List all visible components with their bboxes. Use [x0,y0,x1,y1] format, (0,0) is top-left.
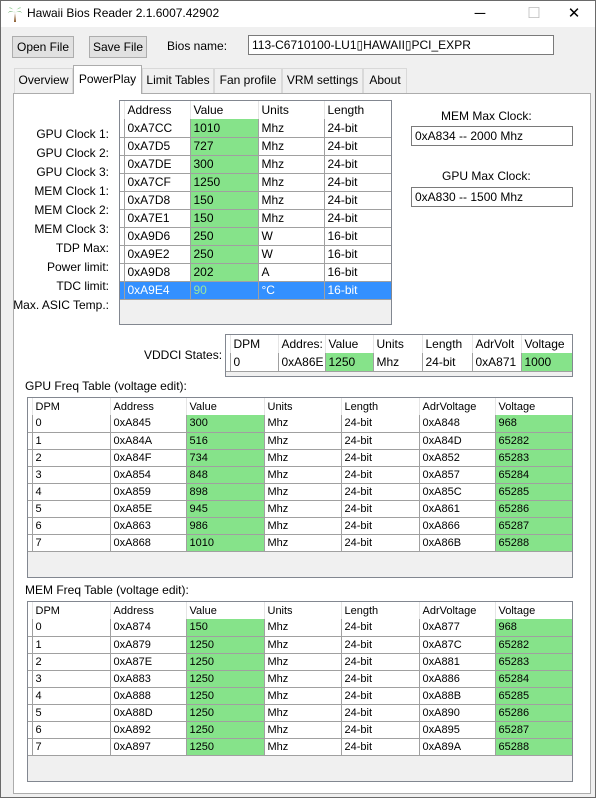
table-cell[interactable]: 0xA845 [110,415,186,432]
title-bar[interactable] [1,1,595,27]
vddci-states-label: VDDCI States: [144,348,223,362]
table-cell[interactable]: 4 [32,687,110,704]
table-cell[interactable]: Mhz [264,619,341,636]
cell-address[interactable]: 0xA7E1 [124,209,190,227]
table-cell[interactable]: 0xA87C [419,636,495,653]
table-cell[interactable]: 1 [32,636,110,653]
table-cell[interactable]: 24-bit [341,517,419,534]
table-cell[interactable]: Mhz [264,415,341,432]
table-cell[interactable]: 0xA881 [419,653,495,670]
table-cell[interactable]: 5 [32,500,110,517]
table-cell[interactable]: Mhz [264,653,341,670]
column-header[interactable]: Voltage [495,602,573,619]
table-cell[interactable]: 24-bit [341,636,419,653]
cell-length[interactable]: 16-bit [324,263,392,281]
table-cell[interactable]: 65288 [495,534,573,551]
table-cell[interactable]: 1010 [186,534,264,551]
column-header[interactable]: Value [186,602,264,619]
table-cell[interactable]: 7 [32,534,110,551]
gpu-max-clock-field[interactable]: 0xA830 -- 1500 Mhz [411,187,573,207]
table-cell[interactable]: 0xA848 [419,415,495,432]
table-cell[interactable]: Mhz [264,449,341,466]
table-cell[interactable]: 0xA888 [110,687,186,704]
vddci-cell[interactable]: 0xA86E [278,353,325,371]
table-row[interactable] [28,721,573,738]
cell-value[interactable]: 150 [190,209,258,227]
cell-value[interactable]: 250 [190,245,258,263]
table-cell[interactable]: 24-bit [341,619,419,636]
save-file-button[interactable]: Save File [89,36,147,58]
cell-length[interactable]: 16-bit [324,227,392,245]
table-cell[interactable]: 7 [32,738,110,755]
table-cell[interactable]: 65287 [495,517,573,534]
minimize-button[interactable]: ─ [474,5,486,22]
table-cell[interactable]: 24-bit [341,432,419,449]
open-file-button[interactable]: Open File [12,36,74,58]
cell-length[interactable]: 24-bit [324,209,392,227]
table-cell[interactable]: Mhz [264,517,341,534]
column-header[interactable]: Value [325,335,373,353]
gpu-max-clock-label: GPU Max Clock: [442,169,531,183]
cell-units[interactable]: A [258,263,324,281]
vddci-cell[interactable]: 1000 [521,353,573,371]
table-cell[interactable]: 2 [32,449,110,466]
table-row[interactable] [28,449,573,466]
table-cell[interactable]: Mhz [264,432,341,449]
table-cell[interactable]: 986 [186,517,264,534]
table-cell[interactable]: 0xA883 [110,670,186,687]
table-cell[interactable]: 0xA877 [419,619,495,636]
table-cell[interactable]: Mhz [264,721,341,738]
powerplay-row[interactable] [120,119,392,137]
table-cell[interactable]: 0xA890 [419,704,495,721]
table-cell[interactable]: 300 [186,415,264,432]
column-header[interactable]: AdrVoltage [419,602,495,619]
table-cell[interactable]: 65283 [495,449,573,466]
table-cell[interactable]: 0xA85C [419,483,495,500]
table-cell[interactable]: 65282 [495,636,573,653]
powerplay-row[interactable] [120,245,392,263]
vddci-cell[interactable]: 0xA871 [472,353,521,371]
cell-value[interactable]: 1010 [190,119,258,137]
powerplay-row[interactable] [120,191,392,209]
table-cell[interactable]: 0 [32,619,110,636]
table-row[interactable] [28,466,573,483]
table-cell[interactable]: 65283 [495,653,573,670]
table-cell[interactable]: 0xA852 [419,449,495,466]
cell-length[interactable]: 24-bit [324,173,392,191]
vddci-cell[interactable]: 0 [230,353,278,371]
cell-address[interactable]: 0xA9E4 [124,281,190,299]
cell-value[interactable]: 727 [190,137,258,155]
table-cell[interactable]: 734 [186,449,264,466]
powerplay-row-label: MEM Clock 2: [34,203,109,217]
mem-freq-grid[interactable] [27,601,573,782]
column-header[interactable]: DPM [32,398,110,415]
table-cell[interactable]: 4 [32,483,110,500]
cell-length[interactable]: 24-bit [324,137,392,155]
table-cell[interactable]: 24-bit [341,449,419,466]
cell-value[interactable]: 1250 [190,173,258,191]
table-row[interactable] [28,534,573,551]
powerplay-row[interactable] [120,263,392,281]
table-cell[interactable]: 24-bit [341,704,419,721]
table-row[interactable] [28,704,573,721]
tab-limit-tables[interactable]: Limit Tables [142,68,214,93]
table-cell[interactable]: 65285 [495,483,573,500]
column-header[interactable]: Units [264,398,341,415]
column-header[interactable]: Units [373,335,422,353]
table-cell[interactable]: 65284 [495,466,573,483]
cell-units[interactable]: Mhz [258,173,324,191]
table-cell[interactable]: 65286 [495,500,573,517]
cell-address[interactable]: 0xA7DE [124,155,190,173]
table-cell[interactable]: Mhz [264,704,341,721]
cell-units[interactable]: Mhz [258,119,324,137]
cell-address[interactable]: 0xA7CC [124,119,190,137]
table-cell[interactable]: 65287 [495,721,573,738]
table-cell[interactable]: 1250 [186,704,264,721]
cell-address[interactable]: 0xA9D8 [124,263,190,281]
table-cell[interactable]: 1250 [186,636,264,653]
column-header[interactable]: Length [324,101,392,119]
table-cell[interactable]: 0xA861 [419,500,495,517]
column-header[interactable]: Length [341,398,419,415]
cell-units[interactable]: Mhz [258,137,324,155]
table-cell[interactable]: 968 [495,415,573,432]
table-cell[interactable]: 65288 [495,738,573,755]
table-cell[interactable]: 24-bit [341,500,419,517]
table-cell[interactable]: 0xA88B [419,687,495,704]
table-row[interactable] [28,415,573,432]
column-header[interactable]: Address [110,398,186,415]
vddci-cell[interactable]: 1250 [325,353,373,371]
table-row[interactable] [28,500,573,517]
table-cell[interactable]: Mhz [264,500,341,517]
column-header[interactable]: Value [190,101,258,119]
cell-length[interactable]: 16-bit [324,245,392,263]
table-cell[interactable]: 0xA879 [110,636,186,653]
powerplay-row-label: TDC limit: [56,279,109,293]
powerplay-row[interactable] [120,227,392,245]
column-header[interactable]: Addres: [278,335,325,353]
table-row[interactable] [28,687,573,704]
table-cell[interactable]: 3 [32,670,110,687]
table-cell[interactable]: 0xA886 [419,670,495,687]
table-cell[interactable]: 0xA86B [419,534,495,551]
cell-address[interactable]: 0xA9E2 [124,245,190,263]
table-cell[interactable]: Mhz [264,466,341,483]
cell-units[interactable]: W [258,227,324,245]
powerplay-row-label: GPU Clock 1: [36,127,109,141]
table-cell[interactable]: 65282 [495,432,573,449]
cell-units[interactable]: Mhz [258,191,324,209]
table-cell[interactable]: 24-bit [341,466,419,483]
vddci-grid[interactable] [225,334,573,377]
mem-max-clock-label: MEM Max Clock: [441,109,532,123]
table-cell[interactable]: 0xA854 [110,466,186,483]
powerplay-row-label: GPU Clock 2: [36,146,109,160]
column-header[interactable]: AdrVolt [472,335,521,353]
cell-value[interactable]: 250 [190,227,258,245]
table-row[interactable] [28,517,573,534]
cell-units[interactable]: Mhz [258,209,324,227]
cell-address[interactable]: 0xA9D6 [124,227,190,245]
column-header[interactable]: Length [341,602,419,619]
powerplay-row-label: Power limit: [46,260,109,274]
tab-fan-profile[interactable]: Fan profile [214,68,282,93]
table-row[interactable] [28,619,573,636]
table-cell[interactable]: 0xA84F [110,449,186,466]
powerplay-row[interactable] [120,209,392,227]
column-header[interactable]: Voltage [495,398,573,415]
maximize-button[interactable]: ☐ [527,5,541,22]
cell-address[interactable]: 0xA7D8 [124,191,190,209]
palm-tree-icon [7,5,23,23]
column-header[interactable]: Address [124,101,190,119]
column-header[interactable]: Units [258,101,324,119]
table-row[interactable] [28,483,573,500]
table-cell[interactable]: Mhz [264,738,341,755]
cell-length[interactable]: 16-bit [324,281,392,299]
table-cell[interactable]: 1250 [186,721,264,738]
powerplay-row[interactable] [120,173,392,191]
column-header[interactable]: AdrVoltage [419,398,495,415]
table-cell[interactable]: 0xA895 [419,721,495,738]
cell-length[interactable]: 24-bit [324,119,392,137]
table-cell[interactable]: 5 [32,704,110,721]
table-cell[interactable]: 24-bit [341,483,419,500]
table-cell[interactable]: 1250 [186,687,264,704]
table-cell[interactable]: 24-bit [341,670,419,687]
tab-vrm-settings[interactable]: VRM settings [282,68,363,93]
gpu-freq-grid[interactable] [27,397,573,578]
table-cell[interactable]: 0xA87E [110,653,186,670]
table-cell[interactable]: 1 [32,432,110,449]
table-row[interactable] [28,670,573,687]
gpu-freq-table-label: GPU Freq Table (voltage edit): [25,379,187,393]
table-cell[interactable]: 0xA85E [110,500,186,517]
table-cell[interactable]: Mhz [264,670,341,687]
table-cell[interactable]: 0xA897 [110,738,186,755]
table-row[interactable] [28,432,573,449]
mem-freq-table-label: MEM Freq Table (voltage edit): [25,583,189,597]
table-cell[interactable]: 24-bit [341,534,419,551]
vddci-cell[interactable]: 24-bit [422,353,472,371]
bios-name-label: Bios name: [167,39,228,53]
table-row[interactable] [28,738,573,755]
table-cell[interactable]: Mhz [264,636,341,653]
table-cell[interactable]: 65286 [495,704,573,721]
column-header[interactable]: DPM [32,602,110,619]
powerplay-row[interactable] [120,281,392,299]
bios-name-field[interactable]: 113-C6710100-LU1▯HAWAII▯PCI_EXPR [248,35,554,55]
table-cell[interactable]: 898 [186,483,264,500]
powerplay-row-label: MEM Clock 1: [34,184,109,198]
powerplay-row[interactable] [120,155,392,173]
powerplay-row-label: Max. ASIC Temp.: [13,298,109,312]
column-header[interactable]: DPM [230,335,278,353]
table-cell[interactable]: 0xA859 [110,483,186,500]
table-cell[interactable]: 0xA857 [419,466,495,483]
vddci-cell[interactable]: Mhz [373,353,422,371]
powerplay-row[interactable] [120,137,392,155]
cell-units[interactable]: Mhz [258,155,324,173]
cell-value[interactable]: 150 [190,191,258,209]
tab-powerplay[interactable]: PowerPlay [73,65,142,94]
table-cell[interactable]: 0xA84A [110,432,186,449]
table-cell[interactable]: 150 [186,619,264,636]
table-cell[interactable]: 24-bit [341,687,419,704]
table-cell[interactable]: 945 [186,500,264,517]
table-cell[interactable]: 0xA874 [110,619,186,636]
table-cell[interactable]: 24-bit [341,738,419,755]
column-header[interactable]: Value [186,398,264,415]
powerplay-row-label: MEM Clock 3: [34,222,109,236]
table-cell[interactable]: 968 [495,619,573,636]
table-cell[interactable]: 1250 [186,670,264,687]
cell-units[interactable]: W [258,245,324,263]
column-header[interactable]: Length [422,335,472,353]
cell-length[interactable]: 24-bit [324,155,392,173]
tab-overview[interactable]: Overview [14,68,73,93]
table-cell[interactable]: 2 [32,653,110,670]
table-cell[interactable]: 0xA863 [110,517,186,534]
table-cell[interactable]: 0xA866 [419,517,495,534]
table-cell[interactable]: Mhz [264,483,341,500]
cell-value[interactable]: 90 [190,281,258,299]
table-cell[interactable]: Mhz [264,534,341,551]
close-button[interactable]: ✕ [567,5,581,22]
cell-length[interactable]: 24-bit [324,191,392,209]
cell-units[interactable]: °C [258,281,324,299]
table-cell[interactable]: 24-bit [341,415,419,432]
table-cell[interactable]: 0xA868 [110,534,186,551]
table-cell[interactable]: 0xA892 [110,721,186,738]
table-cell[interactable]: 1250 [186,653,264,670]
column-header[interactable]: Voltage [521,335,573,353]
table-cell[interactable]: 1250 [186,738,264,755]
powerplay-grid[interactable] [119,100,392,325]
mem-max-clock-field[interactable]: 0xA834 -- 2000 Mhz [411,126,573,146]
column-header[interactable]: Address [110,602,186,619]
table-cell[interactable]: 65285 [495,687,573,704]
table-cell[interactable]: 0xA89A [419,738,495,755]
table-row[interactable] [28,636,573,653]
table-cell[interactable]: 24-bit [341,721,419,738]
window-title: Hawaii Bios Reader 2.1.6007.42902 [27,6,220,20]
cell-address[interactable]: 0xA7D5 [124,137,190,155]
table-cell[interactable]: 848 [186,466,264,483]
table-row[interactable] [28,653,573,670]
cell-value[interactable]: 202 [190,263,258,281]
powerplay-row-label: GPU Clock 3: [36,165,109,179]
table-cell[interactable]: 24-bit [341,653,419,670]
table-cell[interactable]: 6 [32,721,110,738]
table-cell[interactable]: 0xA88D [110,704,186,721]
table-cell[interactable]: 3 [32,466,110,483]
table-cell[interactable]: 65284 [495,670,573,687]
table-cell[interactable]: 0 [32,415,110,432]
table-cell[interactable]: 0xA84D [419,432,495,449]
powerplay-row-label: TDP Max: [55,241,109,255]
column-header[interactable]: Units [264,602,341,619]
table-cell[interactable]: 6 [32,517,110,534]
table-cell[interactable]: Mhz [264,687,341,704]
cell-address[interactable]: 0xA7CF [124,173,190,191]
tab-about[interactable]: About [363,68,407,93]
table-cell[interactable]: 516 [186,432,264,449]
cell-value[interactable]: 300 [190,155,258,173]
